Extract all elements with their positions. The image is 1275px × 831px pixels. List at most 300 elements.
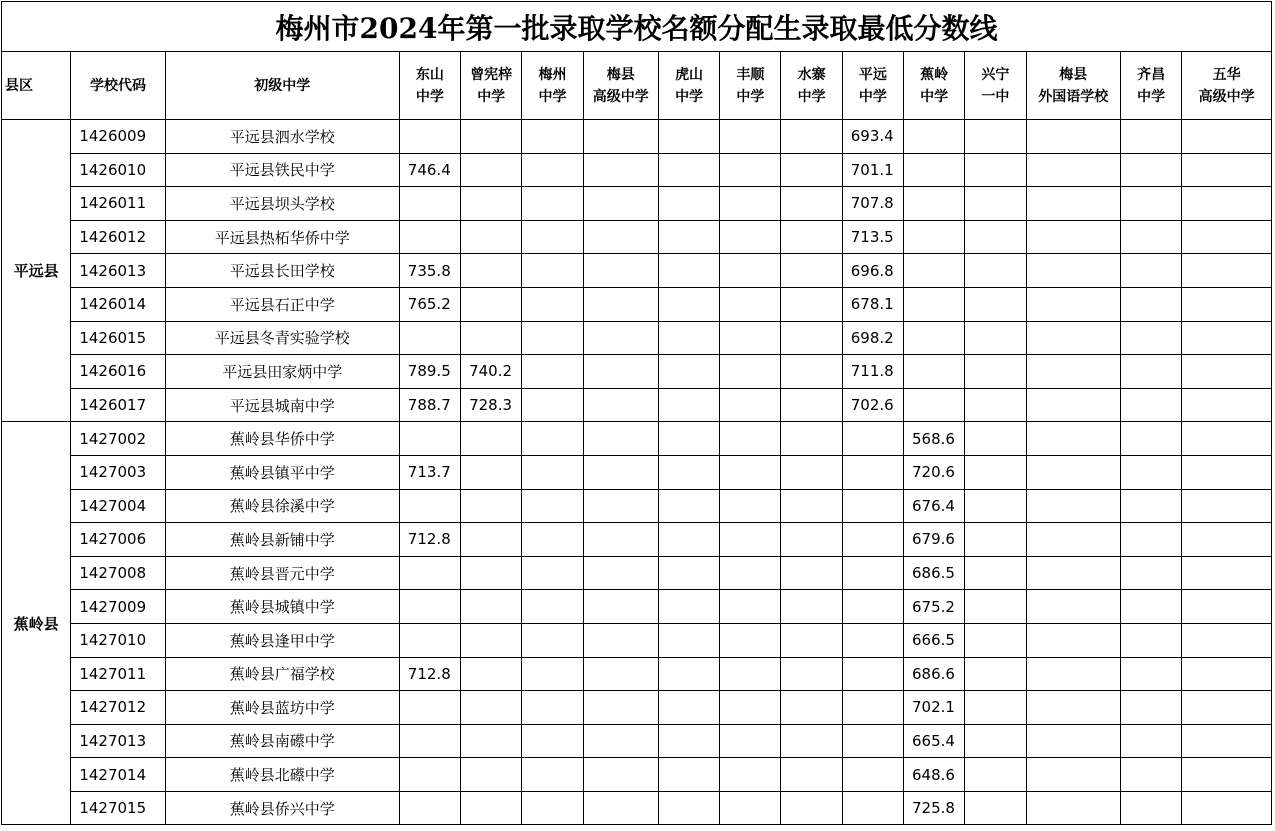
score-cell bbox=[399, 724, 460, 758]
score-cell bbox=[461, 321, 522, 355]
score-cell bbox=[1182, 120, 1272, 154]
school-name-cell: 平远县长田学校 bbox=[165, 254, 399, 288]
score-cell bbox=[461, 422, 522, 456]
score-cell bbox=[720, 691, 781, 725]
score-cell bbox=[781, 422, 842, 456]
score-cell bbox=[461, 187, 522, 221]
score-cell bbox=[720, 287, 781, 321]
score-cell bbox=[965, 388, 1026, 422]
score-cell bbox=[1120, 422, 1181, 456]
score-cell bbox=[1120, 254, 1181, 288]
school-code-cell: 1426012 bbox=[71, 220, 165, 254]
score-cell bbox=[522, 556, 583, 590]
score-cell bbox=[461, 254, 522, 288]
school-code-cell: 1426013 bbox=[71, 254, 165, 288]
score-cell bbox=[461, 758, 522, 792]
score-cell bbox=[1120, 388, 1181, 422]
score-cell bbox=[522, 724, 583, 758]
score-cell bbox=[781, 590, 842, 624]
header-target-line: 丰顺 bbox=[736, 66, 765, 83]
county-cell: 蕉岭县 bbox=[2, 422, 71, 825]
score-cell: 686.5 bbox=[904, 556, 965, 590]
score-cell bbox=[658, 791, 719, 825]
score-cell: 707.8 bbox=[842, 187, 903, 221]
score-cell bbox=[583, 791, 658, 825]
score-cell bbox=[658, 153, 719, 187]
score-cell bbox=[1120, 321, 1181, 355]
score-cell bbox=[965, 287, 1026, 321]
score-cell: 696.8 bbox=[842, 254, 903, 288]
score-cell bbox=[1182, 287, 1272, 321]
score-cell bbox=[583, 220, 658, 254]
score-cell bbox=[522, 153, 583, 187]
school-name-cell: 平远县城南中学 bbox=[165, 388, 399, 422]
school-code-cell: 1426014 bbox=[71, 287, 165, 321]
header-target-line: 兴宁 bbox=[981, 66, 1010, 83]
table-row bbox=[2, 657, 1272, 691]
score-cell bbox=[781, 153, 842, 187]
score-cell bbox=[904, 187, 965, 221]
score-cell bbox=[1026, 153, 1120, 187]
score-cell bbox=[461, 220, 522, 254]
school-code-cell: 1426011 bbox=[71, 187, 165, 221]
score-cell bbox=[781, 556, 842, 590]
score-cell bbox=[583, 287, 658, 321]
header-row bbox=[2, 52, 1272, 120]
school-name-cell: 蕉岭县华侨中学 bbox=[165, 422, 399, 456]
score-cell bbox=[720, 455, 781, 489]
score-cell bbox=[658, 657, 719, 691]
score-cell bbox=[720, 422, 781, 456]
table-row bbox=[2, 590, 1272, 624]
score-cell bbox=[658, 724, 719, 758]
table-row bbox=[2, 556, 1272, 590]
score-cell bbox=[781, 691, 842, 725]
header-target-line: 中学 bbox=[797, 88, 826, 105]
score-cell: 698.2 bbox=[842, 321, 903, 355]
school-name-cell: 平远县坝头学校 bbox=[165, 187, 399, 221]
school-code-cell: 1427009 bbox=[71, 590, 165, 624]
score-table bbox=[1, 1, 1272, 825]
score-cell bbox=[658, 523, 719, 557]
score-cell bbox=[399, 590, 460, 624]
school-code-cell: 1427006 bbox=[71, 523, 165, 557]
school-code-cell: 1426010 bbox=[71, 153, 165, 187]
school-code-cell: 1427012 bbox=[71, 691, 165, 725]
score-cell: 648.6 bbox=[904, 758, 965, 792]
score-cell bbox=[1182, 388, 1272, 422]
score-cell bbox=[1026, 187, 1120, 221]
table-row bbox=[2, 455, 1272, 489]
school-name-cell: 平远县冬青实验学校 bbox=[165, 321, 399, 355]
school-code-cell: 1426016 bbox=[71, 355, 165, 389]
score-cell bbox=[583, 590, 658, 624]
school-name-cell: 蕉岭县逢甲中学 bbox=[165, 623, 399, 657]
score-cell bbox=[904, 120, 965, 154]
header-junior-school: 初级中学 bbox=[165, 52, 399, 120]
score-cell bbox=[1182, 590, 1272, 624]
header-target-line: 中学 bbox=[477, 88, 506, 105]
score-cell bbox=[583, 523, 658, 557]
score-cell: 701.1 bbox=[842, 153, 903, 187]
header-target-line: 中学 bbox=[920, 88, 949, 105]
score-cell bbox=[781, 355, 842, 389]
score-cell bbox=[1120, 791, 1181, 825]
score-cell bbox=[1182, 523, 1272, 557]
score-cell bbox=[1026, 220, 1120, 254]
score-cell bbox=[658, 455, 719, 489]
header-target-line: 中学 bbox=[675, 88, 704, 105]
score-cell bbox=[583, 455, 658, 489]
score-cell: 678.1 bbox=[842, 287, 903, 321]
header-target-school bbox=[1120, 52, 1181, 120]
school-code-cell: 1427015 bbox=[71, 791, 165, 825]
school-code-cell: 1427011 bbox=[71, 657, 165, 691]
score-cell bbox=[1120, 590, 1181, 624]
score-cell bbox=[1120, 187, 1181, 221]
school-code-cell: 1426009 bbox=[71, 120, 165, 154]
score-cell bbox=[583, 321, 658, 355]
score-cell bbox=[720, 556, 781, 590]
score-cell: 686.6 bbox=[904, 657, 965, 691]
score-cell bbox=[781, 187, 842, 221]
header-target-school bbox=[1026, 52, 1120, 120]
score-cell bbox=[781, 254, 842, 288]
score-cell: 788.7 bbox=[399, 388, 460, 422]
score-cell bbox=[461, 691, 522, 725]
score-cell bbox=[904, 153, 965, 187]
score-cell bbox=[522, 187, 583, 221]
score-cell bbox=[1120, 523, 1181, 557]
score-cell bbox=[1120, 556, 1181, 590]
score-cell bbox=[781, 523, 842, 557]
school-code-cell: 1426017 bbox=[71, 388, 165, 422]
header-target-school bbox=[1182, 52, 1272, 120]
score-cell: 665.4 bbox=[904, 724, 965, 758]
score-cell bbox=[399, 758, 460, 792]
score-cell bbox=[1182, 556, 1272, 590]
score-cell bbox=[658, 590, 719, 624]
score-cell bbox=[720, 254, 781, 288]
school-name-cell: 蕉岭县新铺中学 bbox=[165, 523, 399, 557]
score-cell bbox=[583, 120, 658, 154]
score-cell bbox=[1026, 388, 1120, 422]
score-cell bbox=[1182, 254, 1272, 288]
score-cell bbox=[1120, 657, 1181, 691]
score-cell bbox=[461, 153, 522, 187]
header-target-line: 梅州 bbox=[538, 66, 567, 83]
header-target-line: 一中 bbox=[981, 88, 1010, 105]
score-cell bbox=[522, 254, 583, 288]
score-cell bbox=[1026, 791, 1120, 825]
score-cell bbox=[1120, 455, 1181, 489]
score-cell: 675.2 bbox=[904, 590, 965, 624]
score-cell: 666.5 bbox=[904, 623, 965, 657]
score-cell bbox=[965, 187, 1026, 221]
score-cell bbox=[658, 287, 719, 321]
score-cell bbox=[658, 388, 719, 422]
score-cell bbox=[522, 758, 583, 792]
school-code-cell: 1426015 bbox=[71, 321, 165, 355]
score-cell bbox=[842, 455, 903, 489]
school-code-cell: 1427013 bbox=[71, 724, 165, 758]
score-cell bbox=[1120, 220, 1181, 254]
score-cell bbox=[583, 691, 658, 725]
score-cell bbox=[1182, 623, 1272, 657]
score-cell bbox=[904, 287, 965, 321]
score-cell bbox=[965, 791, 1026, 825]
score-cell bbox=[781, 321, 842, 355]
score-cell bbox=[1182, 657, 1272, 691]
score-cell bbox=[720, 153, 781, 187]
header-target-line: 虎山 bbox=[675, 66, 704, 83]
score-cell bbox=[965, 724, 1026, 758]
header-target-line: 中学 bbox=[736, 88, 765, 105]
header-target-line: 五华 bbox=[1212, 66, 1241, 83]
score-cell bbox=[522, 791, 583, 825]
score-cell bbox=[965, 220, 1026, 254]
score-cell bbox=[904, 321, 965, 355]
score-cell bbox=[842, 489, 903, 523]
score-cell bbox=[399, 220, 460, 254]
score-cell bbox=[965, 623, 1026, 657]
score-cell bbox=[461, 489, 522, 523]
score-cell bbox=[1120, 120, 1181, 154]
score-cell bbox=[583, 489, 658, 523]
score-cell bbox=[522, 489, 583, 523]
table-row bbox=[2, 758, 1272, 792]
school-name-cell: 蕉岭县广福学校 bbox=[165, 657, 399, 691]
score-cell bbox=[399, 120, 460, 154]
score-cell bbox=[583, 724, 658, 758]
header-target-school bbox=[781, 52, 842, 120]
header-target-line: 东山 bbox=[415, 66, 444, 83]
score-cell bbox=[1182, 455, 1272, 489]
score-cell: 713.7 bbox=[399, 455, 460, 489]
score-cell bbox=[522, 287, 583, 321]
score-cell bbox=[583, 623, 658, 657]
score-cell: 735.8 bbox=[399, 254, 460, 288]
header-target-school bbox=[399, 52, 460, 120]
score-cell bbox=[965, 321, 1026, 355]
score-cell bbox=[1026, 724, 1120, 758]
table-row bbox=[2, 623, 1272, 657]
score-cell bbox=[522, 455, 583, 489]
score-cell bbox=[720, 590, 781, 624]
score-cell bbox=[658, 355, 719, 389]
score-cell bbox=[583, 254, 658, 288]
score-cell bbox=[904, 388, 965, 422]
score-cell bbox=[781, 758, 842, 792]
score-cell bbox=[583, 187, 658, 221]
header-target-line: 齐昌 bbox=[1137, 66, 1166, 83]
score-cell bbox=[1026, 556, 1120, 590]
school-name-cell: 平远县田家炳中学 bbox=[165, 355, 399, 389]
score-cell bbox=[1026, 623, 1120, 657]
table-row bbox=[2, 187, 1272, 221]
table-row bbox=[2, 153, 1272, 187]
header-target-line: 中学 bbox=[415, 88, 444, 105]
header-target-line: 梅县 bbox=[1059, 66, 1088, 83]
header-target-school bbox=[904, 52, 965, 120]
score-cell bbox=[522, 120, 583, 154]
score-cell bbox=[461, 120, 522, 154]
score-cell bbox=[658, 220, 719, 254]
score-cell bbox=[842, 691, 903, 725]
header-target-line: 中学 bbox=[538, 88, 567, 105]
score-cell bbox=[904, 220, 965, 254]
score-cell bbox=[781, 791, 842, 825]
score-cell bbox=[965, 153, 1026, 187]
header-target-line: 中学 bbox=[858, 88, 887, 105]
score-cell bbox=[1120, 724, 1181, 758]
score-cell: 720.6 bbox=[904, 455, 965, 489]
school-name-cell: 蕉岭县北礤中学 bbox=[165, 758, 399, 792]
school-code-cell: 1427004 bbox=[71, 489, 165, 523]
score-cell: 728.3 bbox=[461, 388, 522, 422]
score-cell bbox=[781, 724, 842, 758]
header-target-school bbox=[522, 52, 583, 120]
score-cell: 725.8 bbox=[904, 791, 965, 825]
score-cell bbox=[965, 556, 1026, 590]
school-name-cell: 蕉岭县城镇中学 bbox=[165, 590, 399, 624]
table-body bbox=[2, 120, 1272, 825]
score-cell bbox=[720, 321, 781, 355]
score-cell bbox=[904, 355, 965, 389]
score-cell bbox=[399, 321, 460, 355]
score-cell: 702.6 bbox=[842, 388, 903, 422]
score-cell bbox=[720, 623, 781, 657]
header-target-line: 平远 bbox=[858, 66, 887, 83]
score-cell bbox=[781, 455, 842, 489]
table-row bbox=[2, 388, 1272, 422]
score-cell bbox=[522, 220, 583, 254]
score-cell bbox=[1026, 691, 1120, 725]
score-cell bbox=[842, 623, 903, 657]
school-name-cell: 蕉岭县镇平中学 bbox=[165, 455, 399, 489]
school-name-cell: 平远县铁民中学 bbox=[165, 153, 399, 187]
school-name-cell: 平远县石正中学 bbox=[165, 287, 399, 321]
table-row bbox=[2, 321, 1272, 355]
score-cell bbox=[1026, 254, 1120, 288]
school-name-cell: 蕉岭县徐溪中学 bbox=[165, 489, 399, 523]
score-cell bbox=[720, 187, 781, 221]
school-code-cell: 1427008 bbox=[71, 556, 165, 590]
score-cell bbox=[965, 523, 1026, 557]
score-cell bbox=[583, 422, 658, 456]
table-row bbox=[2, 489, 1272, 523]
score-cell bbox=[522, 623, 583, 657]
score-cell bbox=[461, 455, 522, 489]
score-cell bbox=[583, 388, 658, 422]
school-name-cell: 蕉岭县南礤中学 bbox=[165, 724, 399, 758]
score-cell bbox=[720, 657, 781, 691]
score-cell bbox=[1026, 590, 1120, 624]
score-cell bbox=[522, 691, 583, 725]
score-cell bbox=[1026, 657, 1120, 691]
score-cell bbox=[781, 388, 842, 422]
score-cell bbox=[461, 523, 522, 557]
header-target-school bbox=[583, 52, 658, 120]
score-cell bbox=[1182, 153, 1272, 187]
score-cell bbox=[1120, 758, 1181, 792]
score-cell bbox=[399, 489, 460, 523]
score-cell bbox=[781, 220, 842, 254]
score-cell bbox=[461, 590, 522, 624]
header-target-school bbox=[842, 52, 903, 120]
score-cell bbox=[1182, 355, 1272, 389]
score-cell bbox=[1182, 691, 1272, 725]
score-cell bbox=[720, 120, 781, 154]
score-cell bbox=[1182, 758, 1272, 792]
score-cell bbox=[461, 556, 522, 590]
score-cell bbox=[1182, 724, 1272, 758]
table-row bbox=[2, 724, 1272, 758]
score-cell bbox=[522, 422, 583, 456]
score-cell bbox=[720, 388, 781, 422]
score-cell bbox=[583, 153, 658, 187]
score-cell bbox=[522, 657, 583, 691]
header-county: 县区 bbox=[2, 52, 71, 120]
score-cell bbox=[1182, 321, 1272, 355]
score-cell bbox=[1182, 422, 1272, 456]
score-cell bbox=[1026, 120, 1120, 154]
score-cell: 713.5 bbox=[842, 220, 903, 254]
header-target-line: 曾宪梓 bbox=[470, 66, 513, 83]
score-cell bbox=[965, 455, 1026, 489]
score-cell bbox=[965, 422, 1026, 456]
score-cell bbox=[522, 388, 583, 422]
header-target-school bbox=[658, 52, 719, 120]
header-target-line: 梅县 bbox=[606, 66, 635, 83]
table-row bbox=[2, 523, 1272, 557]
score-cell bbox=[658, 187, 719, 221]
score-cell bbox=[522, 523, 583, 557]
school-name-cell: 蕉岭县侨兴中学 bbox=[165, 791, 399, 825]
score-cell: 789.5 bbox=[399, 355, 460, 389]
table-row bbox=[2, 287, 1272, 321]
score-cell bbox=[1120, 355, 1181, 389]
score-document bbox=[1, 1, 1274, 829]
score-cell bbox=[842, 590, 903, 624]
header-target-line: 高级中学 bbox=[592, 88, 649, 105]
score-cell bbox=[965, 254, 1026, 288]
score-cell bbox=[658, 758, 719, 792]
header-target-line: 外国语学校 bbox=[1038, 88, 1109, 105]
header-target-line: 水寨 bbox=[797, 66, 826, 83]
county-cell: 平远县 bbox=[2, 120, 71, 422]
score-cell: 702.1 bbox=[904, 691, 965, 725]
score-cell bbox=[842, 556, 903, 590]
table-row bbox=[2, 355, 1272, 389]
score-cell bbox=[842, 523, 903, 557]
score-cell bbox=[1182, 489, 1272, 523]
score-cell bbox=[583, 657, 658, 691]
score-cell: 765.2 bbox=[399, 287, 460, 321]
score-cell bbox=[399, 556, 460, 590]
score-cell bbox=[1026, 355, 1120, 389]
score-cell bbox=[1182, 220, 1272, 254]
table-row bbox=[2, 220, 1272, 254]
score-cell bbox=[965, 489, 1026, 523]
page-title: 梅州市2024年第一批录取学校名额分配生录取最低分数线 bbox=[2, 2, 1272, 52]
score-cell bbox=[842, 724, 903, 758]
score-cell bbox=[1182, 791, 1272, 825]
score-cell bbox=[965, 590, 1026, 624]
header-target-line: 中学 bbox=[1137, 88, 1166, 105]
score-cell bbox=[842, 422, 903, 456]
header-target-school bbox=[461, 52, 522, 120]
